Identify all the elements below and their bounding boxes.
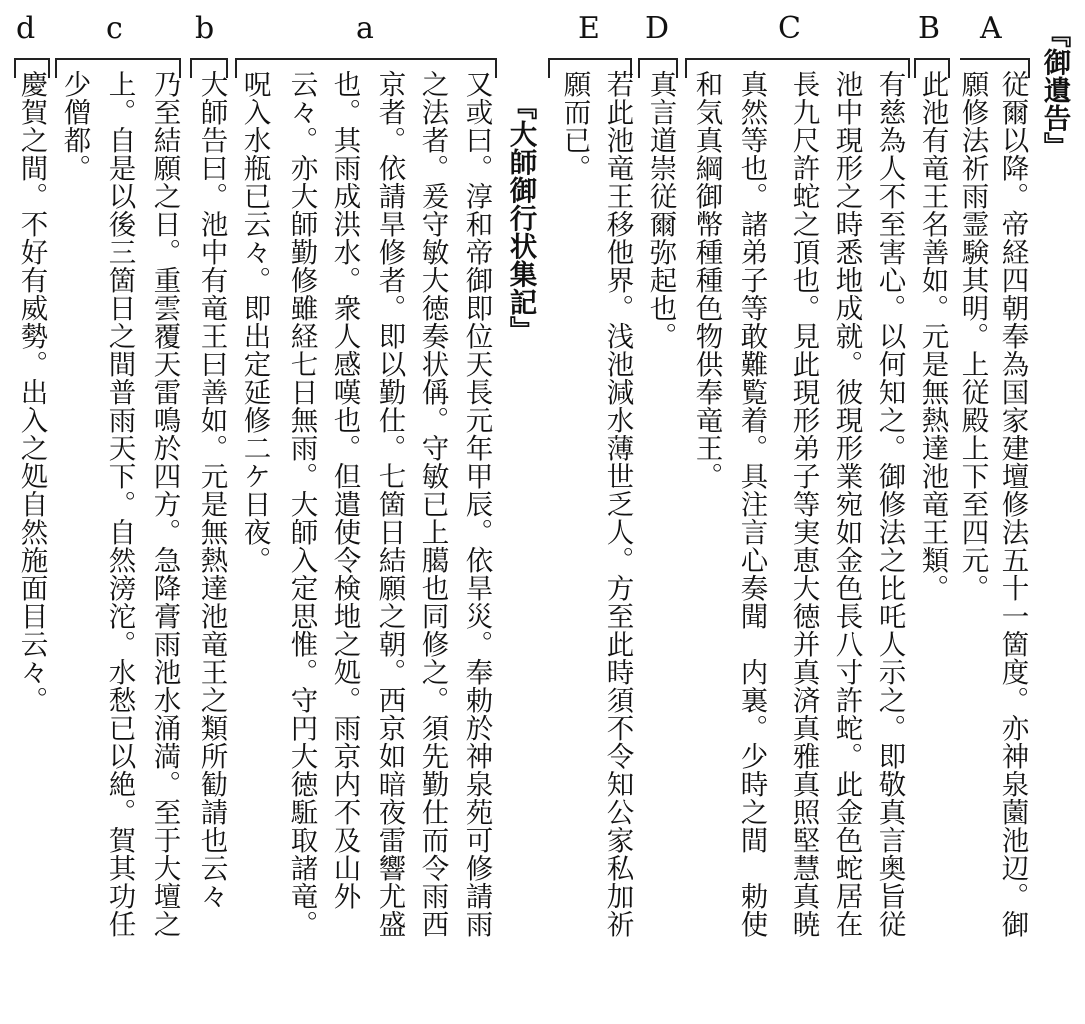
text-line: 長九尺許蛇之頂也。見此現形弟子等実恵大徳并真済真雅真照堅慧真暁 (787, 70, 820, 938)
section-label-B: B (918, 11, 941, 46)
text-line: 願修法祈雨霊験其明。上従殿上下至四元。 (956, 70, 989, 602)
text-line: 呪入水瓶已云々。即出定延修二ケ日夜。 (238, 70, 271, 574)
title-gyojo: 『大師御行状集記』 (504, 92, 537, 344)
text-line: 也。其雨成洪水。衆人感嘆也。但遣使令検地之処。雨京内不及山外 (328, 70, 361, 910)
text-line: 大師告曰。池中有竜王曰善如。元是無熱達池竜王之類所勧請也云々 (195, 70, 228, 910)
text-line: 真然等也。諸弟子等敢難覧着。具注言心奏聞 内裏。少時之間 勅使 (735, 70, 768, 938)
text-line: 従爾以降。帝経四朝奉為国家建壇修法五十一箇度。亦神泉薗池辺。御 (996, 70, 1029, 938)
bracket-a (235, 58, 497, 78)
text-line: 池中現形之時悉地成就。彼現形業宛如金色長八寸許蛇。此金色蛇居在 (830, 70, 863, 938)
text-line: 少僧都。 (58, 70, 91, 182)
title-goyuigou: 『御遺告』 (1038, 20, 1071, 160)
text-line: 云々。亦大師勤修雖経七日無雨。大師入定思惟。守円大徳駈取諸竜。 (285, 70, 318, 938)
section-label-b: b (195, 11, 215, 46)
text-line: 又或曰。淳和帝御即位天長元年甲辰。依旱災。奉勅於神泉苑可修請雨 (460, 70, 493, 938)
text-line: 慶賀之間。不好有威勢。出入之処自然施面目云々。 (15, 70, 48, 714)
section-label-A: A (980, 11, 1002, 46)
text-line: 京者。依請旱修者。即以勤仕。七箇日結願之朝。西京如暗夜雷響尤盛 (373, 70, 406, 938)
section-label-D: D (645, 11, 670, 46)
text-line: 願而已。 (558, 70, 591, 182)
text-line: 真言道崇従爾弥起也。 (644, 70, 677, 350)
section-label-E: E (578, 11, 600, 46)
text-line: 乃至結願之日。重雲覆天雷鳴於四方。急降膏雨池水涌満。至于大壇之 (148, 70, 181, 938)
text-line: 上。自是以後三箇日之間普雨天下。自然滂沱。水愁已以絶。賀其功任 (103, 70, 136, 938)
section-label-C: C (778, 11, 801, 46)
text-line: 有慈為人不至害心。以何知之。御修法之比吒人示之。即敬真言奥旨従 (873, 70, 906, 938)
section-label-d: d (16, 11, 36, 46)
text-line: 若此池竜王移他界。浅池減水薄世乏人。方至此時須不令知公家私加祈 (601, 70, 634, 938)
text-line: 和気真綱御幣種種色物供奉竜王。 (690, 70, 723, 490)
section-label-a: a (356, 11, 374, 46)
section-label-c: c (106, 11, 123, 46)
text-line: 此池有竜王名善如。元是無熱達池竜王類。 (916, 70, 949, 602)
text-line: 之法者。爰守敏大徳奏状偁。守敏已上臈也同修之。須先勤仕而令雨西 (416, 70, 449, 938)
